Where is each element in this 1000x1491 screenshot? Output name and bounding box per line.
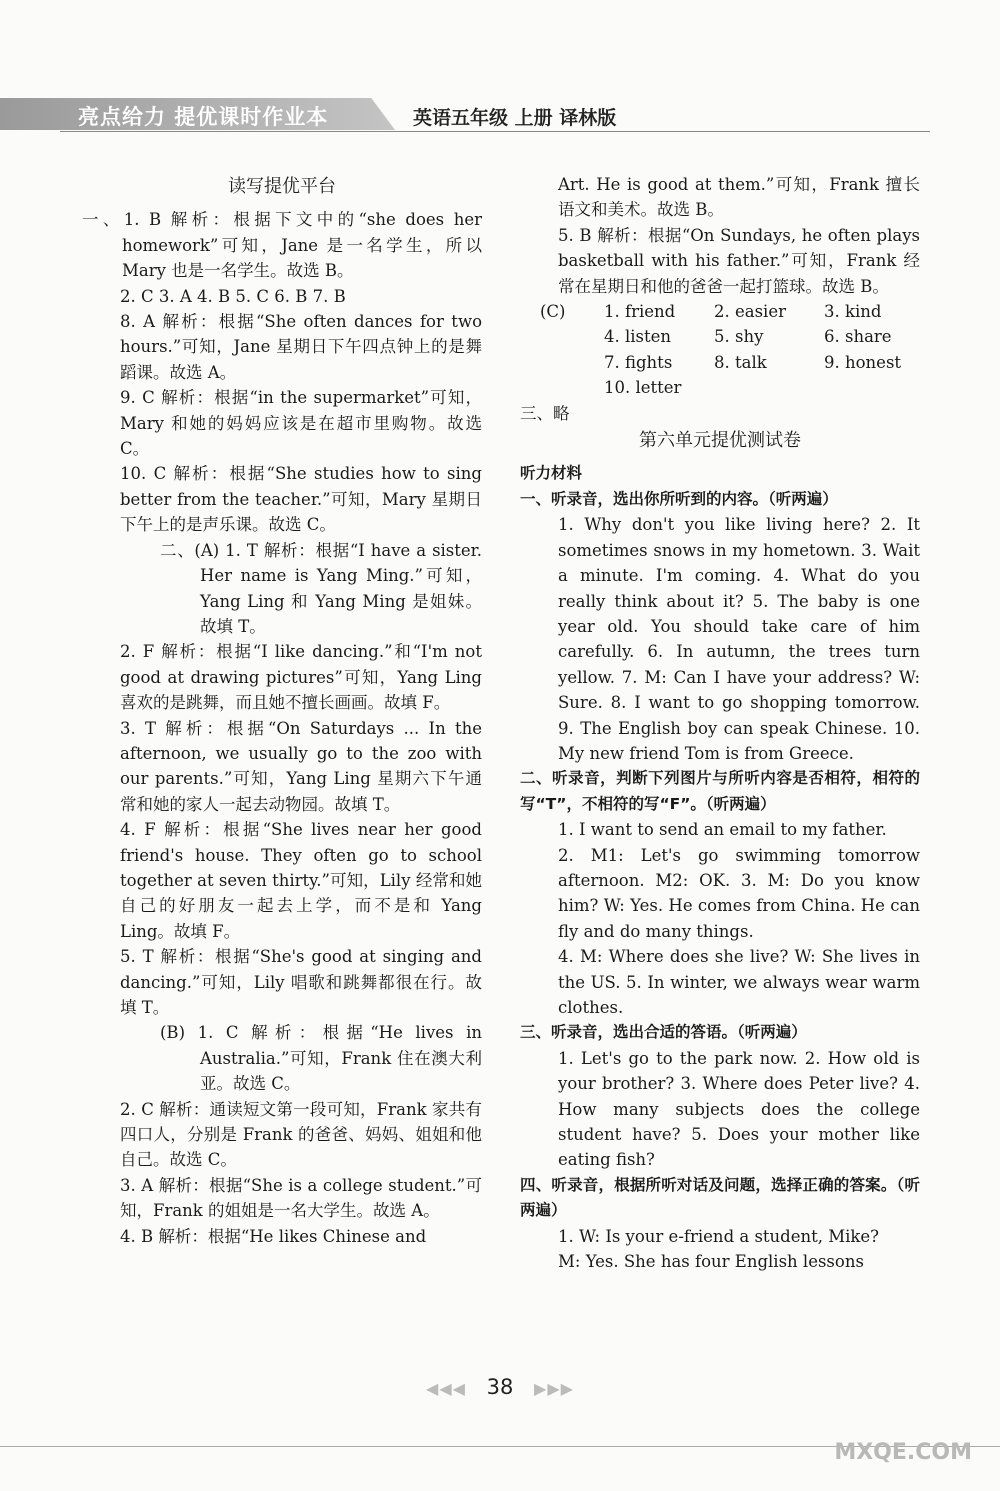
answer-item: 2. F 解析：根据“I like dancing.”和“I'm not good at drawing pictures”可知，Yang Ling 喜欢的是跳舞，而且她不擅长画画。故填 F。 bbox=[120, 642, 482, 713]
grid-answer: 10. letter bbox=[604, 378, 682, 398]
page-number: 38 bbox=[486, 1375, 514, 1399]
answer-item: 2. C 解析：通读短文第一段可知，Frank 家共有四口人，分别是 Frank 的爸爸、妈妈、姐姐和他自己。故选 C。 bbox=[120, 1099, 482, 1170]
series-title: 亮点给力 提优课时作业本 bbox=[78, 105, 329, 129]
grid-answer: 2. easier bbox=[714, 302, 786, 322]
prev-arrows-icon: ◀◀◀ bbox=[426, 1379, 466, 1398]
section-heading: 三、听录音，选出合适的答语。（听两遍） bbox=[520, 1023, 807, 1042]
answer-item: Art. He is good at them.”可知，Frank 擅长语文和美术。故选 B。 bbox=[558, 175, 920, 220]
answer-item: 1. Why don't you like living here? 2. It sometimes snows in my hometown. 3. Wait a minute. I'm coming. 4. What do you really think about it? 5. The baby is one year old. You should take care of him carefully. 6. In autumn, the trees turn yellow. 7. M: Can I have your address? W: Sure. 8. I want to go shopping tomorrow. 9. The English boy can speak Chinese. 10. My new friend Tom is from Greece. bbox=[558, 515, 920, 763]
answer-item: 1. Let's go to the park now. 2. How old is your brother? 3. Where does Peter live? 4. How many subjects does the college student have? 5. Does your mother like eating fish? bbox=[558, 1048, 920, 1170]
left-column bbox=[82, 172, 482, 1249]
answer-item: M: Yes. She has four English lessons bbox=[558, 1252, 864, 1272]
grid-answer: 1. friend bbox=[604, 302, 676, 322]
section-heading: 四、听录音，根据所听对话及问题，选择正确的答案。（听两遍） bbox=[520, 1175, 920, 1220]
grid-answer: 9. honest bbox=[824, 352, 902, 372]
page-footer bbox=[0, 1375, 1000, 1399]
answer-item: 2. M1: Let's go swimming tomorrow afternoon. M2: OK. 3. M: Do you know him? W: Yes. He comes from China. He can fly and do many things. bbox=[558, 845, 920, 941]
answer-item: 2. C 3. A 4. B 5. C 6. B 7. B bbox=[120, 286, 346, 306]
answer-item: 1. W: Is your e-friend a student, Mike? bbox=[558, 1226, 880, 1246]
answer-item: 1. I want to send an email to my father. bbox=[558, 820, 887, 840]
section-title: 第六单元提优测试卷 bbox=[639, 430, 801, 452]
section-title: 读写提优平台 bbox=[228, 176, 336, 197]
section-heading: 二、听录音，判断下列图片与所听内容是否相符，相符的写“T”，不相符的写“F”。（听两遍） bbox=[520, 769, 920, 813]
next-arrows-icon: ▶▶▶ bbox=[534, 1379, 574, 1398]
watermark-logo: MXQE.COM bbox=[834, 1440, 972, 1465]
answer-item: 4. B 解析：根据“He likes Chinese and bbox=[120, 1226, 427, 1246]
header-rule bbox=[60, 131, 930, 132]
section-heading: 一、听录音，选出你所听到的内容。（听两遍） bbox=[520, 489, 838, 508]
answer-item: 8. A 解析：根据“She often dances for two hours.”可知，Jane 星期日下午四点钟上的是舞蹈课。故选 A。 bbox=[120, 312, 482, 382]
answer-item: 三、略 bbox=[520, 403, 570, 423]
section-heading: 听力材料 bbox=[520, 464, 583, 483]
answer-item: (B) 1. C 解析：根据“He lives in Australia.”可知，Frank 住在澳大利亚。故选 C。 bbox=[160, 1023, 482, 1094]
answer-grid bbox=[520, 299, 920, 401]
answer-item: 5. T 解析：根据“She's good at singing and dancing.”可知，Lily 唱歌和跳舞都很在行。故填 T。 bbox=[120, 947, 482, 1017]
grid-answer: 5. shy bbox=[714, 327, 764, 347]
grid-answer: 4. listen bbox=[604, 327, 672, 347]
answer-item: 一、1. B 解析：根据下文中的“she does her homework”可知，Jane 是一名学生，所以 Mary 也是一名学生。故选 B。 bbox=[82, 210, 482, 281]
answer-item: 9. C 解析：根据“in the supermarket”可知，Mary 和她的妈妈应该是在超市里购物。故选 C。 bbox=[120, 388, 482, 459]
answer-item: 5. B 解析：根据“On Sundays, he often plays basketball with his father.”可知，Frank 经常在星期日和他的爸爸一起打篮球。故选 B。 bbox=[558, 225, 920, 296]
right-column bbox=[520, 172, 920, 1274]
book-title: 英语五年级 上册 译林版 bbox=[413, 107, 617, 129]
answer-item: 二、(A) 1. T 解析：根据“I have a sister. Her name is Yang Ming.”可知，Yang Ling 和 Yang Ming 是姐妹。故填 T。 bbox=[160, 540, 482, 636]
answer-item: 3. A 解析：根据“She is a college student.”可知，Frank 的姐姐是一名大学生。故选 A。 bbox=[120, 1175, 482, 1221]
answer-item: 4. M: Where does she live? W: She lives in the US. 5. In winter, we always wear warm clothes. bbox=[558, 947, 920, 1017]
grid-label: (C) bbox=[540, 302, 566, 322]
grid-answer: 3. kind bbox=[824, 302, 882, 322]
answer-item: 4. F 解析：根据“She lives near her good friend's house. They often go to school together at seven thirty.”可知，Lily 经常和她自己的好朋友一起去上学，而不是和 Yang Ling。故填 F。 bbox=[120, 820, 482, 941]
answer-item: 10. C 解析：根据“She studies how to sing better from the teacher.”可知，Mary 星期日下午上的是声乐课。故选 C。 bbox=[120, 464, 482, 535]
grid-answer: 8. talk bbox=[714, 352, 767, 372]
answer-item: 3. T 解析：根据“On Saturdays ... In the afternoon, we usually go to the zoo with our parents.”可知，Yang Ling 星期六下午通常和她的家人一起去动物园。故填 T。 bbox=[120, 718, 482, 814]
grid-answer: 6. share bbox=[824, 327, 892, 347]
grid-answer: 7. fights bbox=[604, 352, 673, 372]
